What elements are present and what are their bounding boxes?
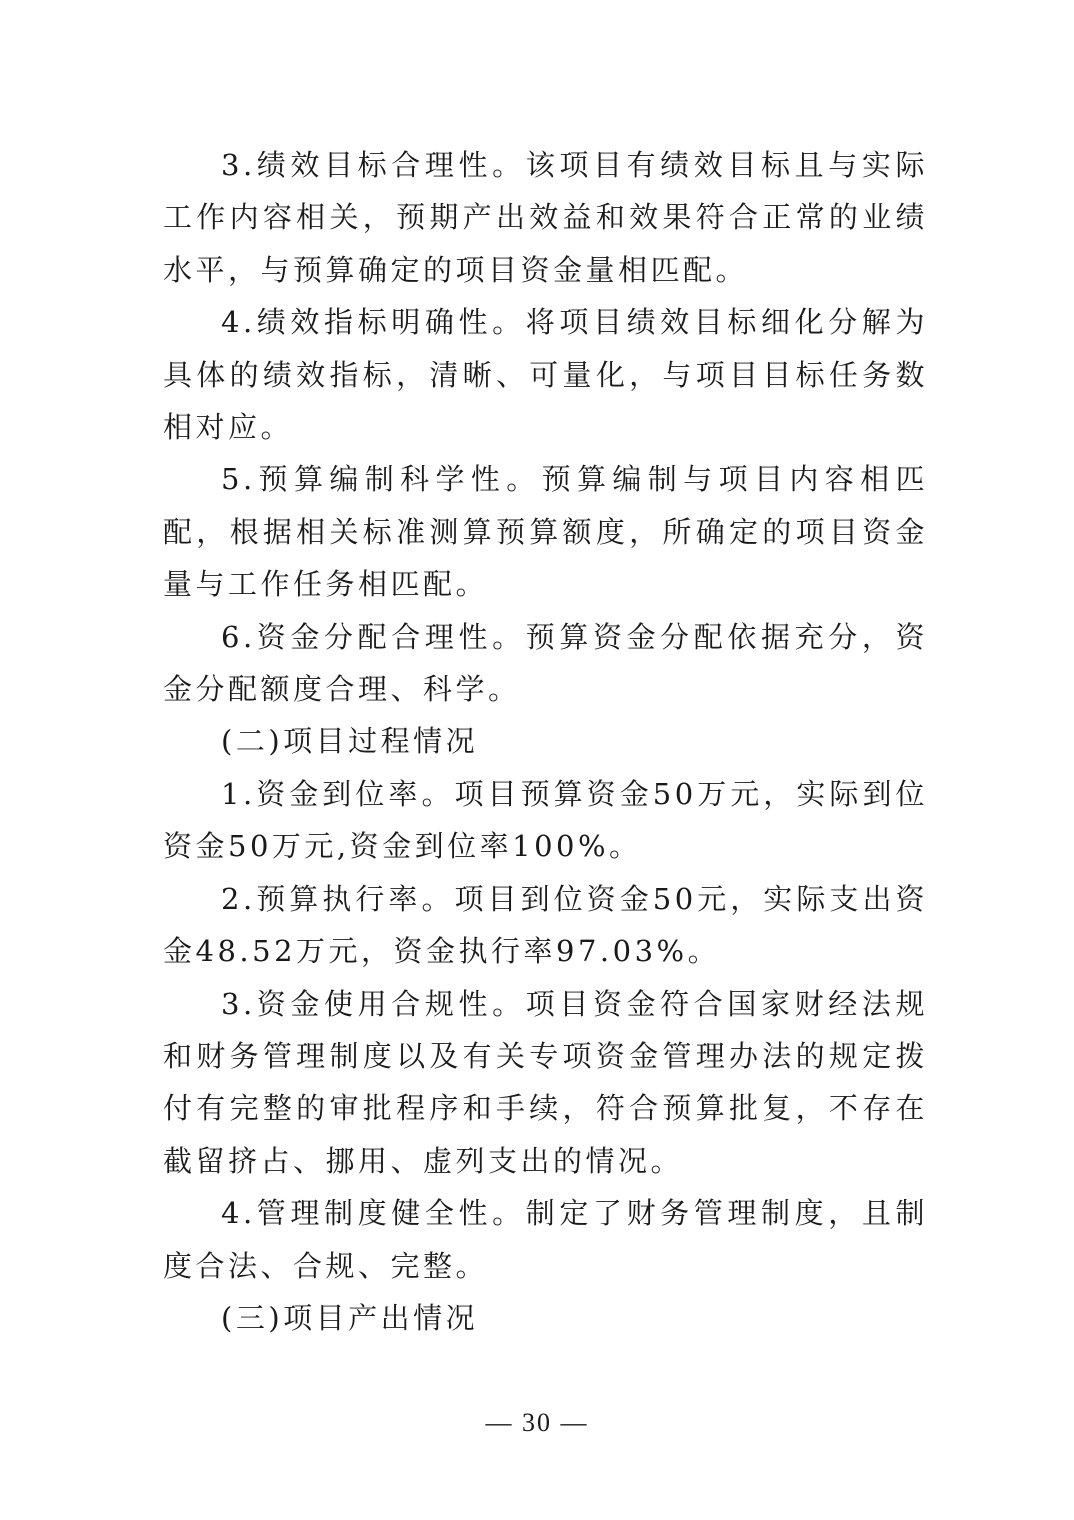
section-heading-output: (三)项目产出情况 [221,1300,479,1335]
paragraph-fund-allocation: 6.资金分配合理性。预算资金分配依据充分，资金分配额度合理、科学。 [163,619,928,707]
paragraph-fund-arrival-rate: 1.资金到位率。项目预算资金50万元，实际到位资金50万元,资金到位率100%。 [163,776,928,864]
paragraph-indicator-clarity: 4.绩效指标明确性。将项目绩效目标细化分解为具体的绩效指标，清晰、可量化，与项目目标任务数相对应。 [163,305,928,445]
paragraph-budget-execution-rate: 2.预算执行率。项目到位资金50元，实际支出资金48.52万元，资金执行率97.03%。 [163,881,928,969]
page-body [163,139,928,1344]
section-heading-process: (二)项目过程情况 [221,724,479,759]
page-number: — 30 — [485,1408,589,1437]
paragraph-management-system: 4.管理制度健全性。制定了财务管理制度，且制度合法、合规、完整。 [163,1196,928,1283]
paragraph-budget-scientific: 5.预算编制科学性。预算编制与项目内容相匹配，根据相关标准测算预算额度，所确定的项目资金量与工作任务相匹配。 [163,462,928,602]
paragraph-goal-reasonableness: 3.绩效目标合理性。该项目有绩效目标且与实际工作内容相关，预期产出效益和效果符合正常的业绩水平，与预算确定的项目资金量相匹配。 [163,148,928,287]
paragraph-fund-compliance: 3.资金使用合规性。项目资金符合国家财经法规和财务管理制度以及有关专项资金管理办法的规定拨付有完整的审批程序和手续，符合预算批复，不存在截留挤占、挪用、虚列支出的情况。 [163,986,928,1178]
